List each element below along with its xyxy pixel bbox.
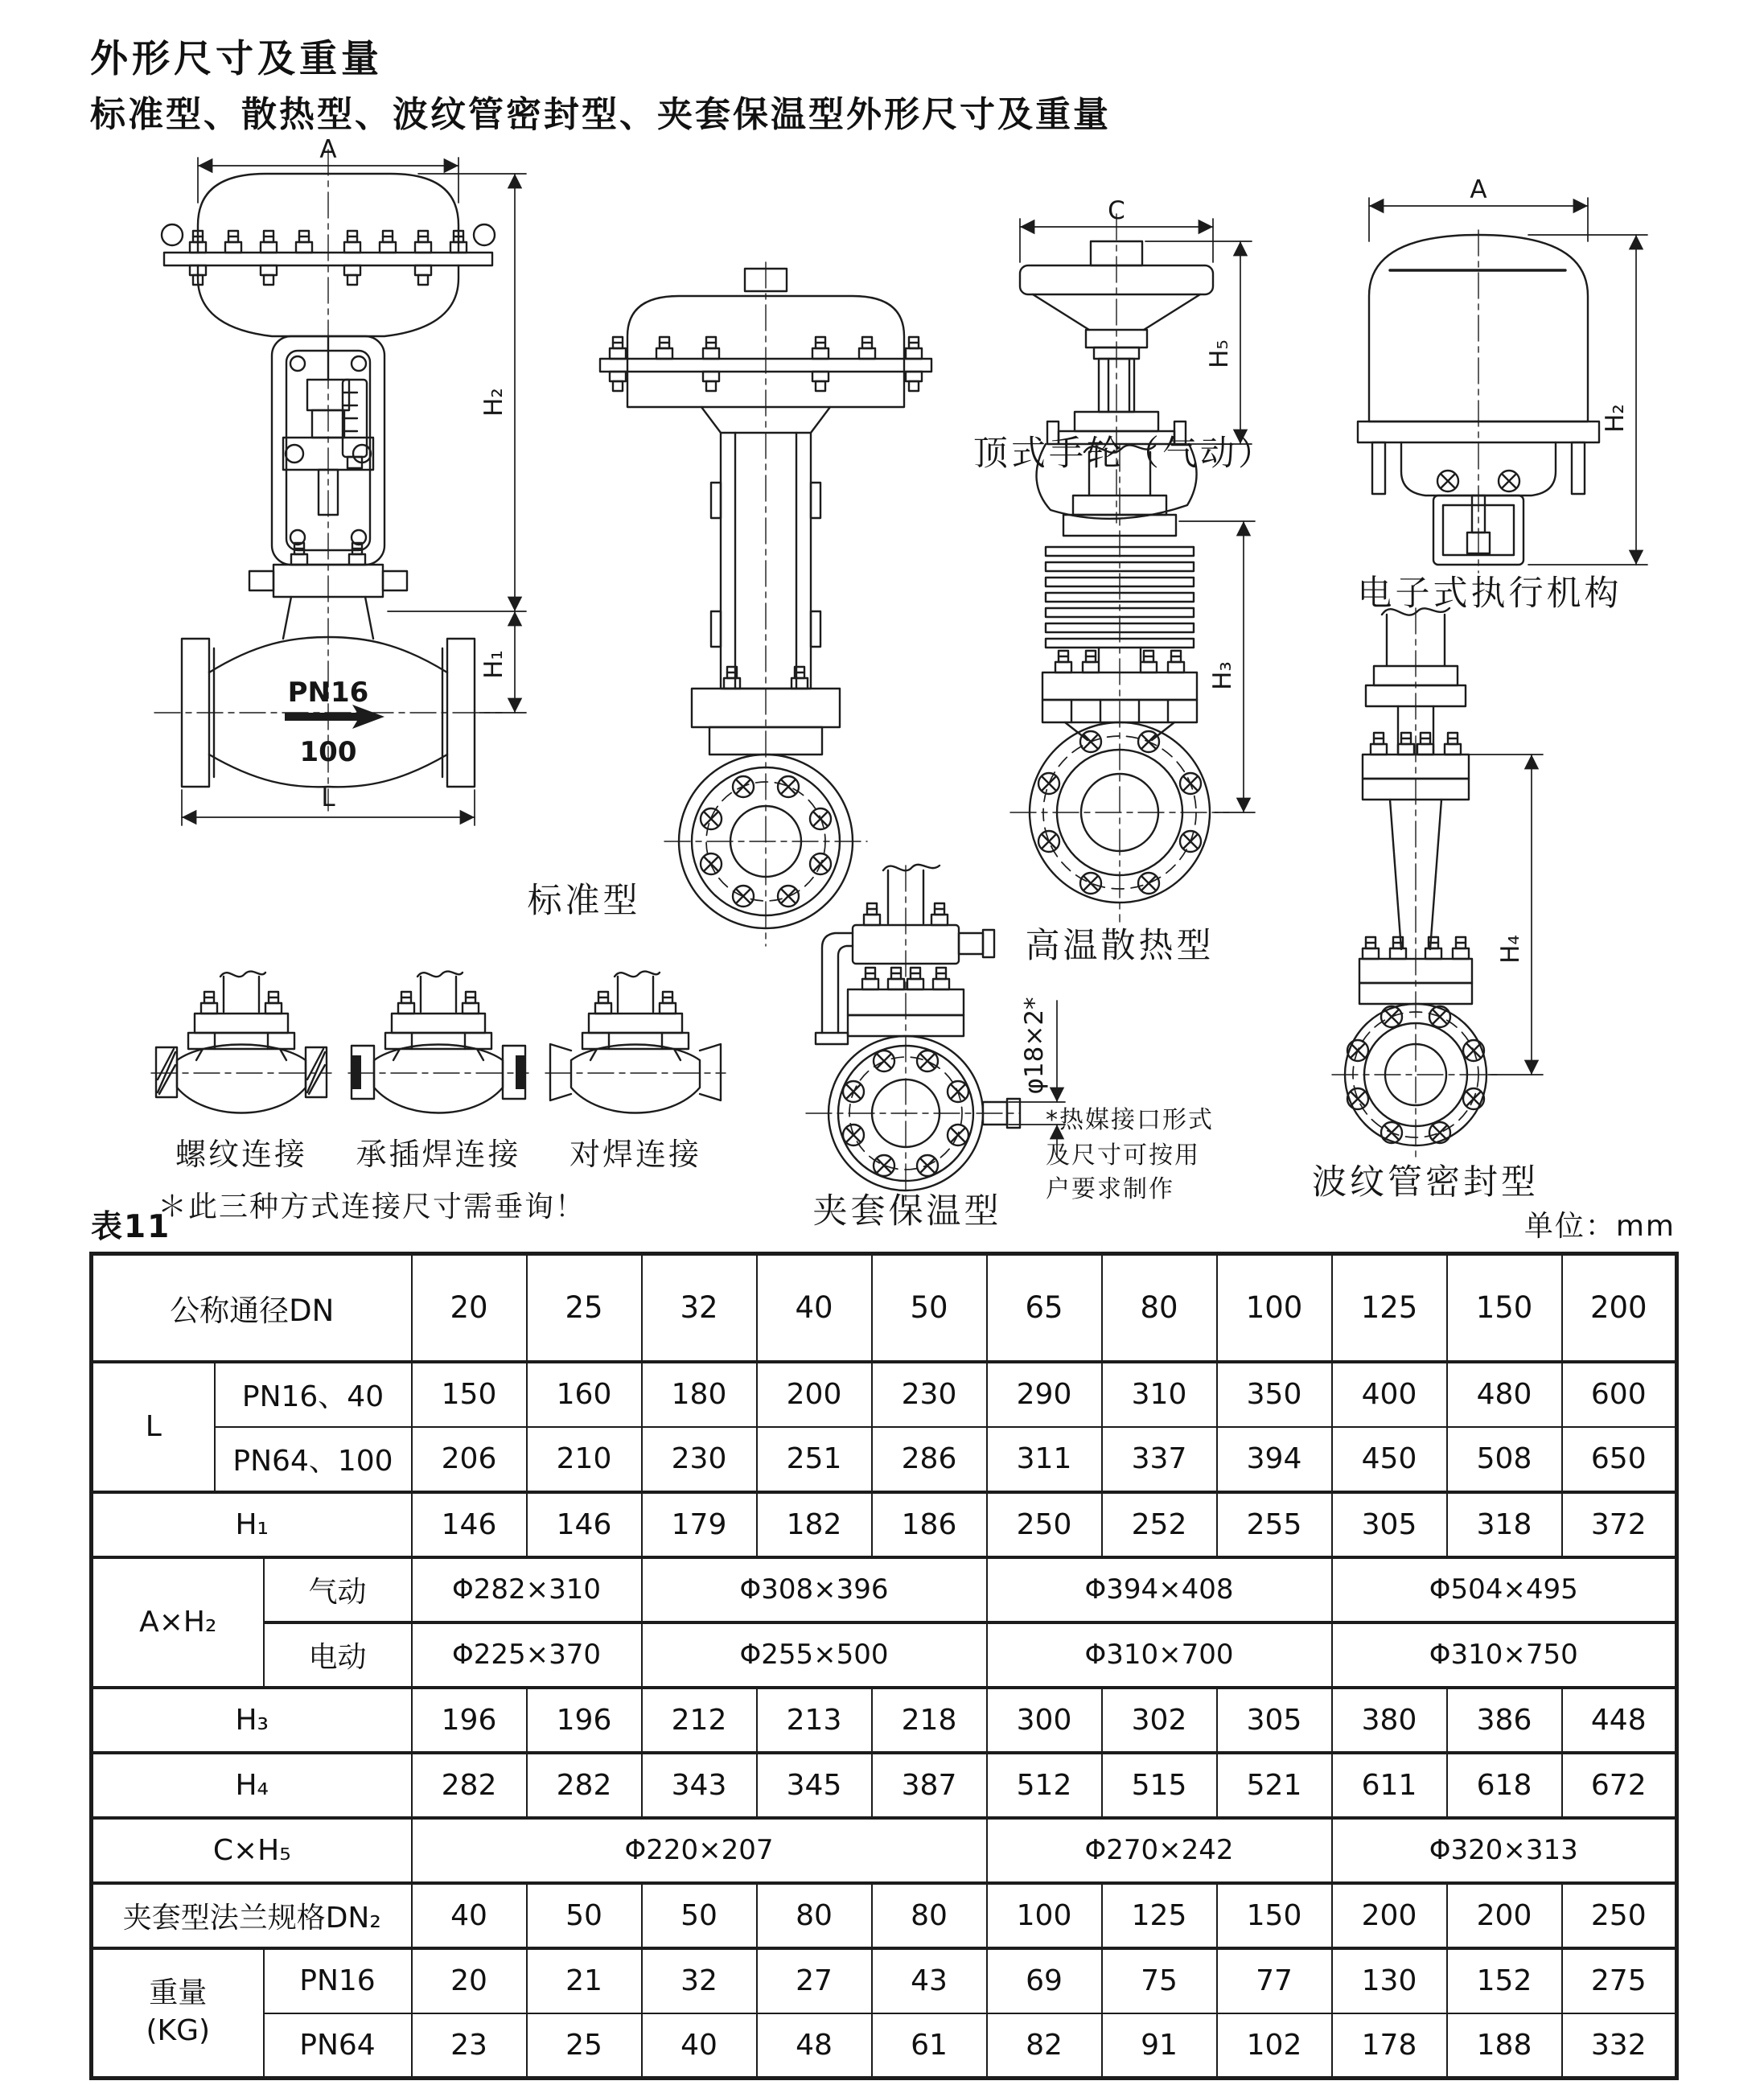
row-label: PN64 (264, 2013, 412, 2079)
value-cell: Φ504×495 (1332, 1557, 1677, 1622)
dim-a-label: A (319, 135, 337, 164)
value-cell: 618 (1447, 1753, 1562, 1818)
value-cell: 343 (642, 1753, 757, 1818)
dim-h4-label: H₄ (1496, 935, 1525, 964)
value-cell: 91 (1102, 2013, 1217, 2079)
row-label: H₁ (92, 1492, 412, 1557)
dn-cell: 40 (757, 1254, 872, 1362)
table-row-h3 (92, 1688, 1677, 1753)
jacketed-caption: 夹套保温型 (812, 1191, 1002, 1232)
value-cell: 160 (527, 1362, 642, 1427)
jacketed-note-line1: *热媒接口形式 (1046, 1106, 1214, 1134)
value-cell: 672 (1562, 1753, 1677, 1818)
row-label: 夹套型法兰规格DN₂ (92, 1883, 412, 1948)
row-label: H₃ (92, 1688, 412, 1753)
value-cell: 210 (527, 1427, 642, 1492)
unit-label: 单位： (1523, 1210, 1616, 1243)
value-cell: Φ225×370 (412, 1622, 642, 1688)
bellows-valve-drawing (1312, 608, 1543, 1203)
value-cell: 50 (642, 1883, 757, 1948)
value-cell: 450 (1332, 1427, 1447, 1492)
dim-a2-label: A (1470, 175, 1487, 204)
value-cell: 521 (1217, 1753, 1332, 1818)
page-title: 外形尺寸及重量 (90, 37, 383, 81)
value-cell: 318 (1447, 1492, 1562, 1557)
value-cell: 130 (1332, 1948, 1447, 2013)
value-cell: 305 (1332, 1492, 1447, 1557)
value-cell: 77 (1217, 1948, 1332, 2013)
unit-note (1524, 1203, 1676, 1244)
value-cell: Φ308×396 (642, 1557, 987, 1622)
dim-h1-label: H₁ (479, 650, 508, 679)
value-cell: 332 (1562, 2013, 1677, 2079)
value-cell: 350 (1217, 1362, 1332, 1427)
value-cell: 448 (1562, 1688, 1677, 1753)
dn-cell: 32 (642, 1254, 757, 1362)
dim-h5-label: H₅ (1205, 339, 1234, 368)
value-cell: 152 (1447, 1948, 1562, 2013)
value-cell: Φ282×310 (412, 1557, 642, 1622)
value-cell: 40 (412, 1883, 527, 1948)
value-cell: 80 (872, 1883, 987, 1948)
value-cell: 337 (1102, 1427, 1217, 1492)
row-label: PN16 (264, 1948, 412, 2013)
table-row-axh2-electric (92, 1622, 1677, 1688)
value-cell: 146 (412, 1492, 527, 1557)
table-row-weight-pn16 (92, 1948, 1677, 2013)
value-cell: 218 (872, 1688, 987, 1753)
value-cell: 230 (872, 1362, 987, 1427)
value-cell: 150 (1217, 1883, 1332, 1948)
value-cell: 23 (412, 2013, 527, 2079)
value-cell: 32 (642, 1948, 757, 2013)
electric-actuator-drawing (1358, 175, 1648, 614)
dn-cell: 65 (987, 1254, 1102, 1362)
table-row-cxh5 (92, 1818, 1677, 1883)
butt-weld-caption: 对焊连接 (569, 1137, 702, 1172)
value-cell: 255 (1217, 1492, 1332, 1557)
value-cell: 394 (1217, 1427, 1332, 1492)
value-cell: 611 (1332, 1753, 1447, 1818)
value-cell: 345 (757, 1753, 872, 1818)
value-cell: Φ320×313 (1332, 1818, 1677, 1883)
value-cell: 252 (1102, 1492, 1217, 1557)
dn-cell: 200 (1562, 1254, 1677, 1362)
socket-weld-connection-drawing (348, 972, 528, 1172)
value-cell: 251 (757, 1427, 872, 1492)
dim-c-label: C (1108, 196, 1125, 225)
body-dn-mark: 100 (299, 736, 357, 768)
value-cell: 61 (872, 2013, 987, 2079)
value-cell: 80 (757, 1883, 872, 1948)
value-cell: 300 (987, 1688, 1102, 1753)
row-label: 电动 (264, 1622, 412, 1688)
dimensions-table (89, 1252, 1679, 2080)
weight-label-line2: (KG) (146, 2014, 211, 2048)
value-cell: 302 (1102, 1688, 1217, 1753)
value-cell: 311 (987, 1427, 1102, 1492)
value-cell: 206 (412, 1427, 527, 1492)
dn-cell: 25 (527, 1254, 642, 1362)
dim-l-label: L (321, 783, 335, 812)
electric-actuator-caption: 电子式执行机构 (1357, 574, 1622, 614)
standard-valve-side-drawing (528, 262, 932, 946)
value-cell: Φ310×700 (987, 1622, 1332, 1688)
dim-h2-label: H₂ (479, 388, 508, 417)
value-cell: 25 (527, 2013, 642, 2079)
row-label: PN64、100 (215, 1427, 412, 1492)
table-row-l-pn64 (92, 1427, 1677, 1492)
dim-h3-label: H₃ (1208, 661, 1237, 690)
value-cell: 387 (872, 1753, 987, 1818)
value-cell: 310 (1102, 1362, 1217, 1427)
value-cell: Φ220×207 (412, 1818, 987, 1883)
value-cell: 250 (987, 1492, 1102, 1557)
dn-cell: 80 (1102, 1254, 1217, 1362)
unit-value: mm (1615, 1210, 1676, 1243)
body-pn-mark: PN16 (287, 676, 369, 709)
high-temp-valve-drawing (1010, 445, 1255, 966)
butt-weld-connection-drawing (545, 972, 726, 1172)
value-cell: 650 (1562, 1427, 1677, 1492)
standard-valve-front-drawing (154, 135, 526, 825)
high-temp-caption: 高温散热型 (1025, 926, 1215, 966)
value-cell: 48 (757, 2013, 872, 2079)
threaded-connection-drawing (151, 972, 331, 1172)
table-row-l-pn16 (92, 1362, 1677, 1427)
value-cell: 150 (412, 1362, 527, 1427)
value-cell: 400 (1332, 1362, 1447, 1427)
value-cell: 178 (1332, 2013, 1447, 2079)
value-cell: 250 (1562, 1883, 1677, 1948)
handwheel-drawing (973, 196, 1276, 523)
handwheel-caption: 顶式手轮（气动） (973, 434, 1276, 474)
value-cell: 196 (412, 1688, 527, 1753)
row-label: H₄ (92, 1753, 412, 1818)
value-cell: 213 (757, 1688, 872, 1753)
value-cell: 179 (642, 1492, 757, 1557)
value-cell: 275 (1562, 1948, 1677, 2013)
dn-cell: 20 (412, 1254, 527, 1362)
dim-h2b-label: H₂ (1601, 404, 1630, 433)
value-cell: 282 (527, 1753, 642, 1818)
value-cell: 50 (527, 1883, 642, 1948)
dim-pipe-label: φ18×2* (1020, 997, 1049, 1095)
dn-cell: 50 (872, 1254, 987, 1362)
value-cell: 186 (872, 1492, 987, 1557)
l-group-label: L (92, 1362, 215, 1492)
value-cell: Φ255×500 (642, 1622, 987, 1688)
value-cell: 290 (987, 1362, 1102, 1427)
table-row-axh2-pneumatic (92, 1557, 1677, 1622)
dn-cell: 100 (1217, 1254, 1332, 1362)
value-cell: 512 (987, 1753, 1102, 1818)
jacketed-note-line3: 户要求制作 (1046, 1175, 1174, 1203)
value-cell: 380 (1332, 1688, 1447, 1753)
table-header-row (92, 1254, 1677, 1362)
value-cell: 27 (757, 1948, 872, 2013)
row-label: 气动 (264, 1557, 412, 1622)
value-cell: 480 (1447, 1362, 1562, 1427)
row-label: PN16、40 (215, 1362, 412, 1427)
socket-weld-caption: 承插焊连接 (356, 1137, 521, 1172)
value-cell: 40 (642, 2013, 757, 2079)
weight-group-label (92, 1948, 264, 2079)
bellows-caption: 波纹管密封型 (1312, 1162, 1539, 1203)
value-cell: Φ310×750 (1332, 1622, 1677, 1688)
value-cell: 282 (412, 1753, 527, 1818)
value-cell: 82 (987, 2013, 1102, 2079)
value-cell: 182 (757, 1492, 872, 1557)
value-cell: 508 (1447, 1427, 1562, 1492)
jacketed-note-line2: 及尺寸可按用 (1046, 1141, 1200, 1170)
value-cell: 212 (642, 1688, 757, 1753)
table-row-dn2 (92, 1883, 1677, 1948)
value-cell: 21 (527, 1948, 642, 2013)
value-cell: 100 (987, 1883, 1102, 1948)
value-cell: 305 (1217, 1688, 1332, 1753)
value-cell: Φ270×242 (987, 1818, 1332, 1883)
page-subtitle: 标准型、散热型、波纹管密封型、夹套保温型外形尺寸及重量 (90, 94, 1111, 135)
value-cell: 102 (1217, 2013, 1332, 2079)
dn-header-cell: 公称通径DN (92, 1254, 412, 1362)
value-cell: 20 (412, 1948, 527, 2013)
value-cell: 146 (527, 1492, 642, 1557)
value-cell: 125 (1102, 1883, 1217, 1948)
value-cell: 286 (872, 1427, 987, 1492)
row-label: C×H₅ (92, 1818, 412, 1883)
table-row-weight-pn64 (92, 2013, 1677, 2079)
threaded-caption: 螺纹连接 (175, 1137, 308, 1172)
value-cell: 200 (757, 1362, 872, 1427)
jacketed-valve-drawing (806, 865, 1214, 1232)
value-cell: 200 (1447, 1883, 1562, 1948)
connections-note: ＊此三种方式连接尺寸需垂询！ (158, 1191, 586, 1223)
axh2-group-label: A×H₂ (92, 1557, 264, 1688)
value-cell: Φ394×408 (987, 1557, 1332, 1622)
value-cell: 372 (1562, 1492, 1677, 1557)
value-cell: 230 (642, 1427, 757, 1492)
table-row-h4 (92, 1753, 1677, 1818)
value-cell: 600 (1562, 1362, 1677, 1427)
weight-label-line1: 重量 (149, 1976, 208, 2010)
value-cell: 515 (1102, 1753, 1217, 1818)
table-row-h1 (92, 1492, 1677, 1557)
value-cell: 180 (642, 1362, 757, 1427)
value-cell: 386 (1447, 1688, 1562, 1753)
value-cell: 188 (1447, 2013, 1562, 2079)
standard-type-caption: 标准型 (527, 881, 641, 921)
value-cell: 196 (527, 1688, 642, 1753)
value-cell: 200 (1332, 1883, 1447, 1948)
value-cell: 43 (872, 1948, 987, 2013)
table-caption: 表11 (91, 1209, 171, 1245)
dn-cell: 150 (1447, 1254, 1562, 1362)
value-cell: 69 (987, 1948, 1102, 2013)
dn-cell: 125 (1332, 1254, 1447, 1362)
value-cell: 75 (1102, 1948, 1217, 2013)
